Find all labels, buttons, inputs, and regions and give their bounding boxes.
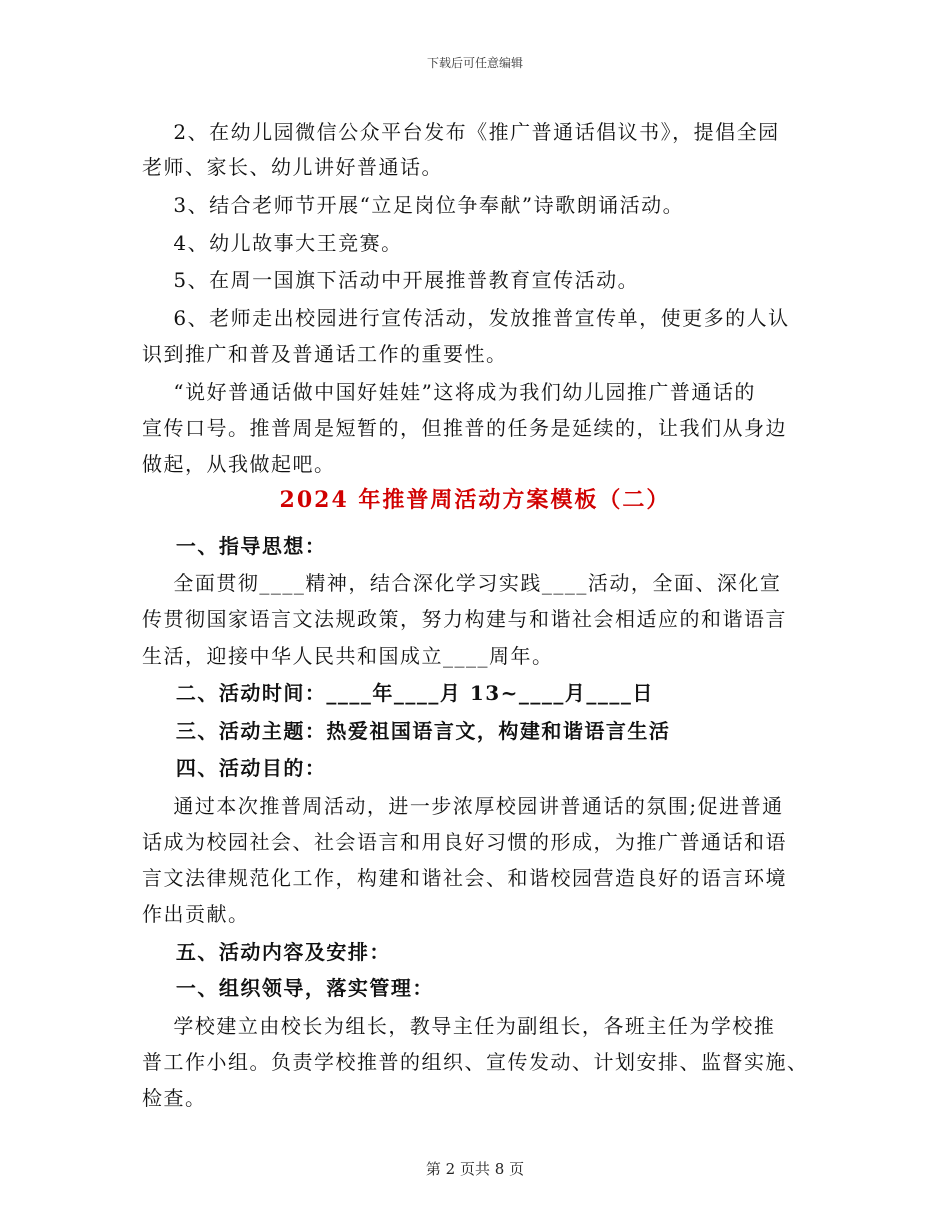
paragraph-line: 学校建立由校长为组长，教导主任为副组长，各班主任为学校推 [142, 1014, 776, 1038]
paragraph-line: 传贯彻国家语言文法规政策，努力构建与和谐社会相适应的和谐语言 [142, 607, 787, 631]
paragraph-line: 3、结合老师节开展“立足岗位争奉献”诗歌朗诵活动。 [142, 193, 685, 217]
paragraph-line: 老师、家长、幼儿讲好普通话。 [142, 155, 443, 179]
paragraph-line: 检查。 [142, 1086, 207, 1110]
heading-activity-purpose: 四、活动目的： [142, 756, 327, 780]
heading-activity-theme: 三、活动主题：热爱祖国语言文，构建和谐语言生活 [142, 719, 671, 743]
paragraph-line: 6、老师走出校园进行宣传活动，发放推普宣传单，使更多的人认 [142, 306, 790, 330]
heading-organization: 一、组织领导，落实管理： [142, 976, 434, 1000]
heading-activity-time: 二、活动时间：____年____月 13~____月____日 [142, 681, 654, 705]
paragraph-line: 生活，迎接中华人民共和国成立____周年。 [142, 644, 554, 668]
heading-activity-content: 五、活动内容及安排： [142, 940, 391, 964]
paragraph-line: “说好普通话做中国好娃娃”这将成为我们幼儿园推广普通话的 [142, 380, 756, 404]
paragraph-line: 言文法律规范化工作，构建和谐社会、和谐校园营造良好的语言环境 [142, 866, 787, 890]
paragraph-line: 5、在周一国旗下活动中开展推普教育宣传活动。 [142, 268, 640, 292]
section-title: 2024 年推普周活动方案模板（二） [279, 487, 671, 513]
paragraph-line: 2、在幼儿园微信公众平台发布《推广普通话倡议书》，提倡全园 [142, 120, 780, 144]
paragraph-line: 做起，从我做起吧。 [142, 452, 336, 476]
paragraph-line: 话成为校园社会、社会语言和用良好习惯的形成，为推广普通话和语 [142, 830, 787, 854]
paragraph-line: 普工作小组。负责学校推普的组织、宣传发动、计划安排、监督实施、 [142, 1050, 809, 1074]
paragraph-line: 4、幼儿故事大王竞赛。 [142, 231, 403, 255]
paragraph-line: 识到推广和普及普通话工作的重要性。 [142, 342, 508, 366]
heading-guiding-thought: 一、指导思想： [142, 534, 327, 558]
page-footer: 第 2 页共 8 页 [425, 1160, 525, 1178]
paragraph-line: 作出贡献。 [142, 902, 250, 926]
page-header: 下载后可任意编辑 [426, 56, 523, 70]
paragraph-line: 全面贯彻____精神，结合深化学习实践____活动，全面、深化宣 [142, 571, 782, 595]
paragraph-line: 通过本次推普周活动，进一步浓厚校园讲普通话的氛围;促进普通 [142, 794, 784, 818]
paragraph-line: 宣传口号。推普周是短暂的，但推普的任务是延续的，让我们从身边 [142, 416, 787, 440]
